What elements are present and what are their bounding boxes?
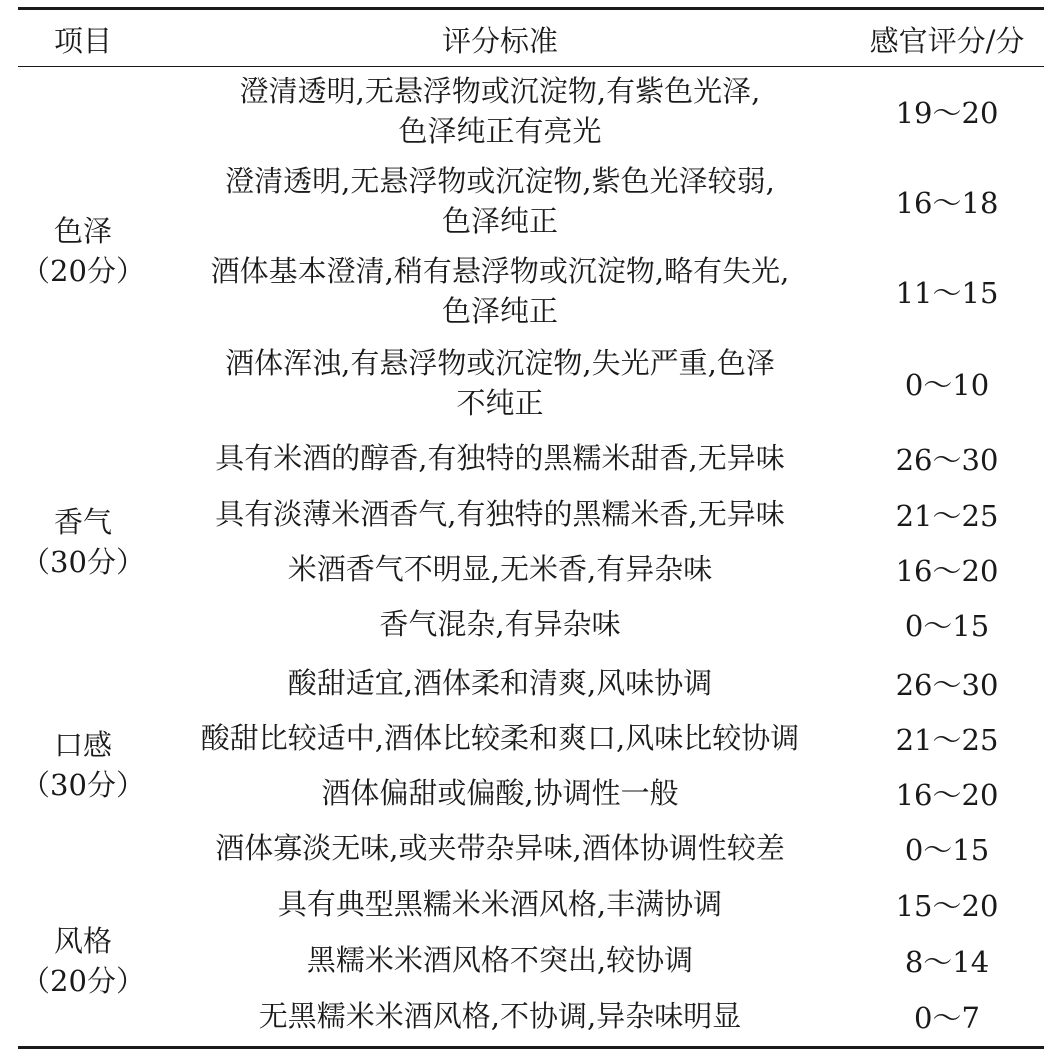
criteria-line: 香气混杂,有异杂味 xyxy=(379,607,621,641)
criteria-cell xyxy=(150,541,850,597)
header-score: 感官评分/分 xyxy=(869,23,1025,58)
criteria-line: 无黑糯米米酒风格,不协调,异杂味明显 xyxy=(258,999,742,1033)
score-cell: 19～20 xyxy=(895,95,999,130)
criteria-cell xyxy=(150,820,850,876)
score-cell: 16～20 xyxy=(895,553,999,588)
criteria-line: 具有米酒的醇香,有独特的黑糯米甜香,无异味 xyxy=(215,441,785,475)
criteria-cell xyxy=(150,876,850,932)
group-label xyxy=(18,430,148,654)
criteria-cell xyxy=(150,988,850,1044)
criteria-line: 色泽纯正有亮光 xyxy=(398,114,602,148)
criteria-line: 具有淡薄米酒香气,有独特的黑糯米香,无异味 xyxy=(215,497,785,531)
criteria-cell xyxy=(150,932,850,988)
group-points: （30分） xyxy=(21,768,145,802)
score-cell: 0～15 xyxy=(904,832,990,867)
group-points: （20分） xyxy=(21,964,145,998)
header-criteria: 评分标准 xyxy=(441,23,558,58)
group-name: 风格 xyxy=(53,924,112,958)
group-label xyxy=(18,66,148,436)
score-cell: 21～25 xyxy=(895,498,999,533)
group-label xyxy=(18,654,148,876)
score-cell: 0～15 xyxy=(904,608,990,643)
score-cell: 16～20 xyxy=(895,777,999,812)
criteria-line: 酒体偏甜或偏酸,协调性一般 xyxy=(321,776,679,810)
score-cell: 21～25 xyxy=(895,722,999,757)
criteria-line: 黑糯米米酒风格不突出,较协调 xyxy=(306,943,694,977)
criteria-line: 澄清透明,无悬浮物或沉淀物,紫色光泽较弱, xyxy=(225,164,775,198)
score-cell: 15～20 xyxy=(895,888,999,923)
criteria-line: 澄清透明,无悬浮物或沉淀物,有紫色光泽, xyxy=(239,74,761,108)
criteria-line: 酸甜适宜,酒体柔和清爽,风味协调 xyxy=(287,666,713,700)
group-name: 口感 xyxy=(53,728,112,762)
header-item: 项目 xyxy=(53,23,112,58)
criteria-line: 米酒香气不明显,无米香,有异杂味 xyxy=(287,552,713,586)
criteria-line: 酒体寡淡无味,或夹带杂异味,酒体协调性较差 xyxy=(215,831,785,865)
score-cell: 0～7 xyxy=(914,1000,980,1035)
criteria-line: 色泽纯正 xyxy=(441,204,558,238)
group-points: （30分） xyxy=(21,545,145,579)
criteria-cell xyxy=(150,655,850,711)
criteria-cell xyxy=(150,710,850,766)
score-cell: 16～18 xyxy=(895,185,999,220)
criteria-line: 酒体浑浊,有悬浮物或沉淀物,失光严重,色泽 xyxy=(225,346,775,380)
criteria-cell xyxy=(150,596,850,652)
criteria-cell xyxy=(150,246,850,336)
score-cell: 8～14 xyxy=(904,944,990,979)
score-cell: 11～15 xyxy=(895,275,999,310)
criteria-cell xyxy=(150,338,850,428)
score-cell: 26～30 xyxy=(895,667,999,702)
group-label xyxy=(18,876,148,1046)
table-bottom-rule xyxy=(18,1046,1044,1049)
score-cell: 0～10 xyxy=(904,367,990,402)
criteria-cell xyxy=(150,430,850,486)
group-name: 色泽 xyxy=(53,214,112,248)
score-cell: 26～30 xyxy=(895,442,999,477)
criteria-line: 具有典型黑糯米米酒风格,丰满协调 xyxy=(277,887,723,921)
table-top-rule xyxy=(18,7,1044,10)
criteria-cell xyxy=(150,156,850,246)
criteria-line: 酒体基本澄清,稍有悬浮物或沉淀物,略有失光, xyxy=(210,254,790,288)
criteria-cell xyxy=(150,486,850,542)
criteria-line: 酸甜比较适中,酒体比较柔和爽口,风味比较协调 xyxy=(200,721,800,755)
criteria-cell xyxy=(150,66,850,156)
criteria-line: 色泽纯正 xyxy=(441,294,558,328)
criteria-cell xyxy=(150,765,850,821)
group-points: （20分） xyxy=(21,254,145,288)
criteria-line: 不纯正 xyxy=(456,386,544,420)
group-name: 香气 xyxy=(53,505,112,539)
